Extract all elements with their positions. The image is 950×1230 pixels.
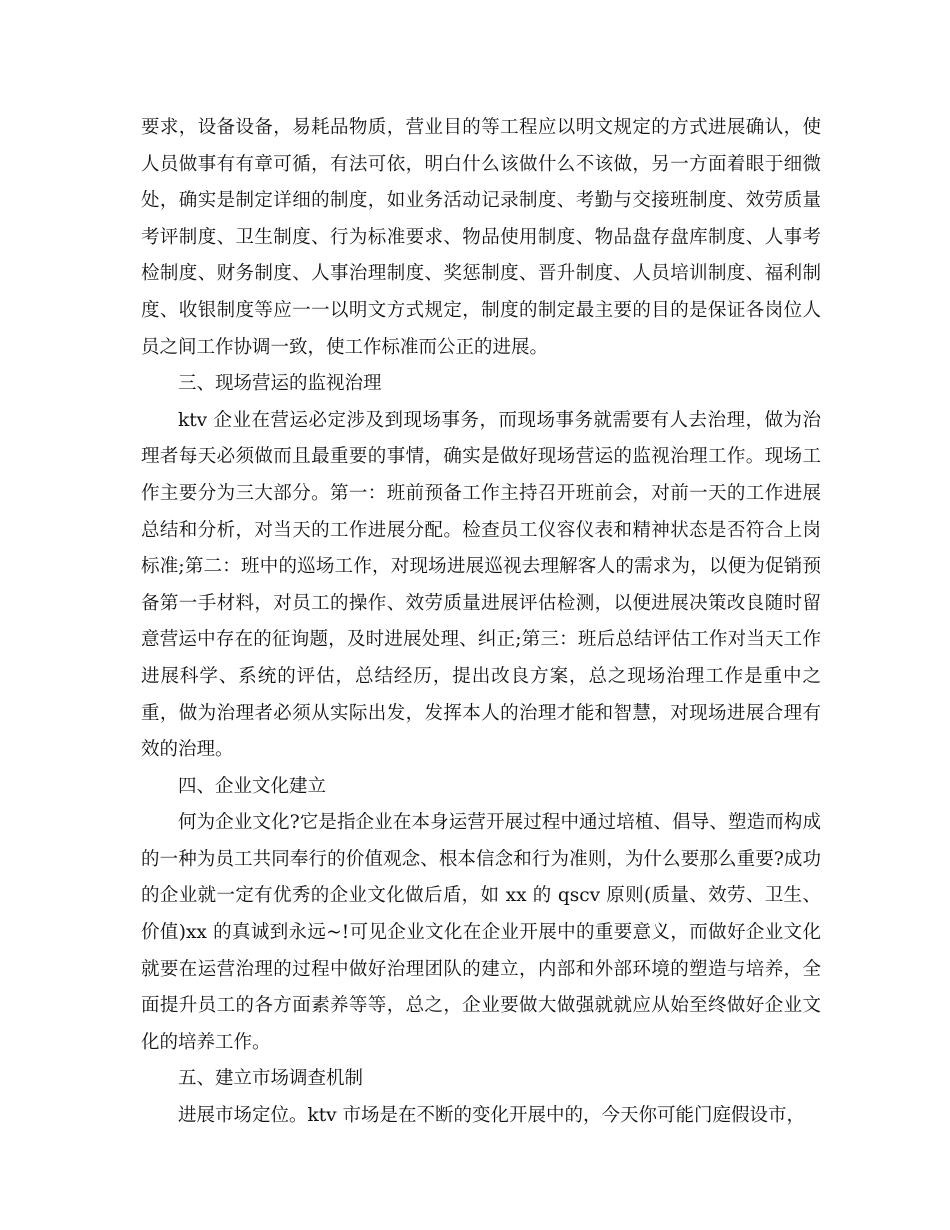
paragraph-requirements: 要求，设备设备，易耗品物质，营业目的等工程应以明文规定的方式进展确认，使人员做事有有章可循，有法可依，明白什么该做什么不该做，另一方面着眼于细微处，确实是制定详细的制度，如业务活动记录制度、考勤与交接班制度、效劳质量考评制度、卫生制度、行为标准要求、物品使用制度、物品盘存盘库制度、人事考检制度、财务制度、人事治理制度、奖惩制度、晋升制度、人员培训制度、福利制度、收银制度等应一一以明文方式规定，制度的制定最主要的目的是保证各岗位人员之间工作协调一致，使工作标准而公正的进展。 (141, 117, 821, 358)
paragraph-onsite-management: ktv 企业在营运必定涉及到现场事务，而现场事务就需要有人去治理，做为治理者每天必须做而且最重要的事情，确实是做好现场营运的监视治理工作。现场工作主要分为三大部分。第一：班前预备工作主持召开班前会，对前一天的工作进展总结和分析，对当天的工作进展分配。检查员工仪容仪表和精神状态是否符合上岗标准;第二：班中的巡场工作，对现场进展巡视去理解客人的需求为，以便为促销预备第一手材料，对员工的操作、效劳质量进展评估检测，以便进展决策改良随时留意营运中存在的征询题，及时进展处理、纠正;第三：班后总结评估工作对当天工作进展科学、系统的评估，总结经历，提出改良方案，总之现场治理工作是重中之重，做为治理者必须从实际出发，发挥本人的治理才能和智慧，对现场进展合理有效的治理。 (141, 409, 821, 761)
section-heading-5: 五、建立市场调查机制 (178, 1068, 364, 1090)
section-heading-3: 三、现场营运的监视治理 (178, 373, 382, 395)
document-body (141, 110, 821, 1135)
paragraph-corporate-culture: 何为企业文化?它是指企业在本身运营开展过程中通过培植、倡导、塑造而构成的一种为员工共同奉行的价值观念、根本信念和行为准则，为什么要那么重要?成功的企业就一定有优秀的企业文化做后盾，如 xx 的 qscv 原则(质量、效劳、卫生、价值)xx 的真诚到永远~!可见企业文化在企业开展中的重要意义，而做好企业文化就要在运营治理的过程中做好治理团队的建立，内部和外部环境的塑造与培养，全面提升员工的各方面素养等等，总之，企业要做大做强就就应从始至终做好企业文化的培养工作。 (141, 812, 821, 1053)
paragraph-market-research: 进展市场定位。ktv 市场是在不断的变化开展中的，今天你可能门庭假设市， (178, 1105, 805, 1127)
section-heading-4: 四、企业文化建立 (178, 775, 327, 797)
